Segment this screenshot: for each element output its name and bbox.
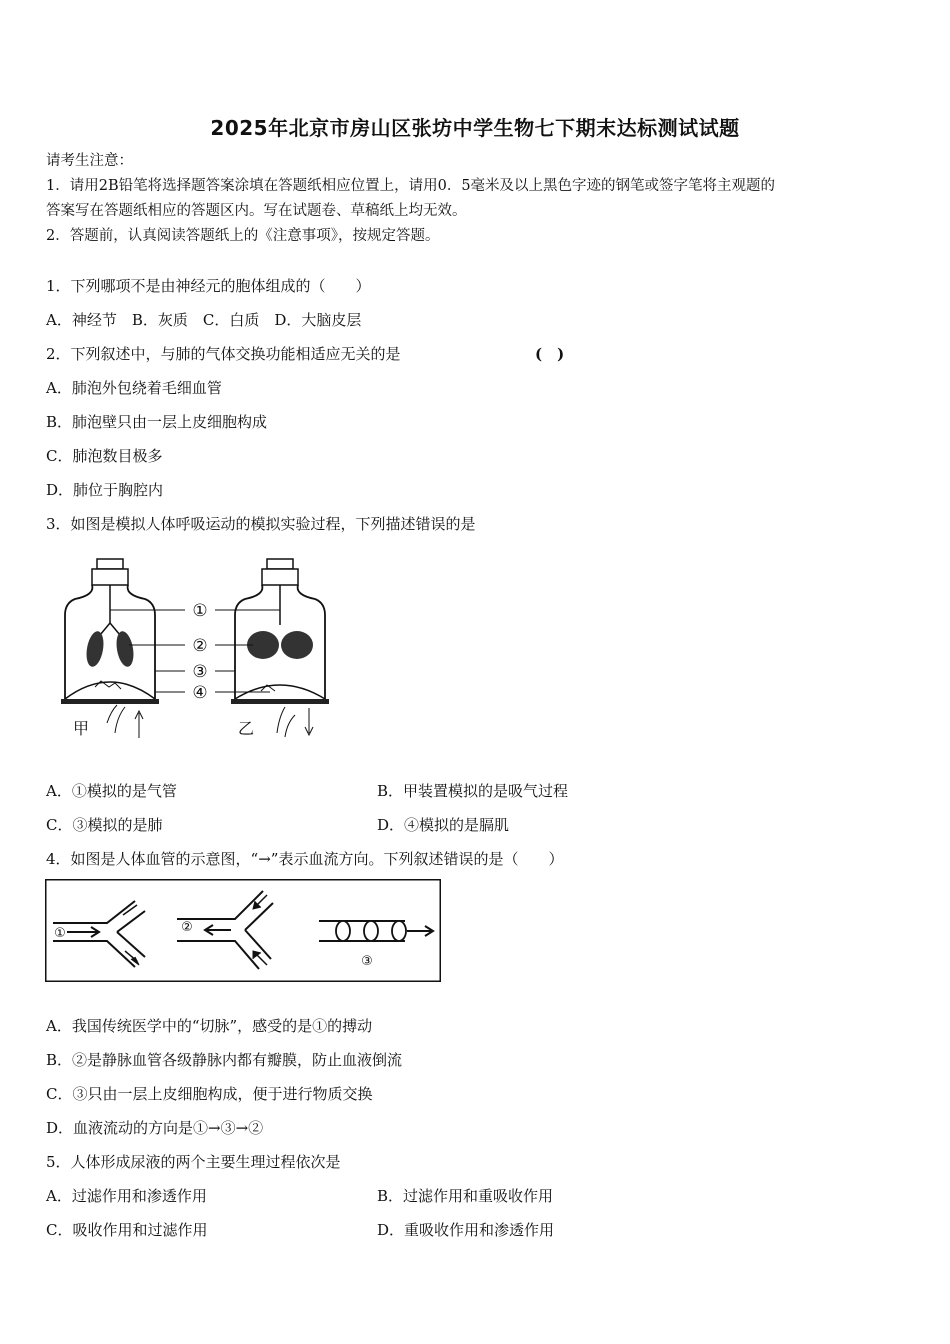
notice-item-1: 1．请用2B铅笔将选择题答案涂填在答题纸相应位置上，请用0．5毫米及以上黑色字迹的钢笔或签字笔将主观题的 [46,178,776,194]
q4-option-d: D．血液流动的方向是①→③→② [46,1119,264,1137]
figure-mark-3: ③ [192,662,208,682]
vessel-mark-1: ① [54,926,66,941]
vessel-mark-2: ② [181,920,193,935]
q2-option-b: B．肺泡壁只由一层上皮细胞构成 [46,413,268,431]
q2-stem: 2．下列叙述中，与肺的气体交换功能相适应无关的是 [46,345,401,363]
jar-left [61,559,159,738]
q5-option-a: A．过滤作用和渗透作用 [46,1187,207,1205]
notice-item-2: 2．答题前，认真阅读答题纸上的《注意事项》，按规定答题。 [46,228,440,244]
notice-item-1-cont: 答案写在答题纸相应的答题区内。写在试题卷、草稿纸上均无效。 [46,203,467,219]
q1-stem: 1．下列哪项不是由神经元的胞体组成的（ ） [46,277,371,295]
vessel-mark-3: ③ [361,954,373,969]
q5-option-d: D．重吸收作用和渗透作用 [377,1221,555,1239]
q3-stem: 3．如图是模拟人体呼吸运动的模拟实验过程，下列描述错误的是 [46,515,476,533]
q2-option-d: D．肺位于胸腔内 [46,481,164,499]
page-title: 2025年北京市房山区张坊中学生物七下期末达标测试试题 [210,116,740,140]
figure-mark-4: ④ [192,683,208,703]
q5-option-c: C．吸收作用和过滤作用 [46,1221,208,1239]
figure-mark-2: ② [192,636,208,656]
notice-heading: 请考生注意： [46,153,133,169]
q5-stem: 5．人体形成尿液的两个主要生理过程依次是 [46,1153,341,1171]
q4-stem: 4．如图是人体血管的示意图，“→”表示血流方向。下列叙述错误的是（ ） [46,850,564,868]
q4-option-a: A．我国传统医学中的“切脉”，感受的是①的搏动 [46,1017,373,1035]
figure-mark-1: ① [192,601,208,621]
q4-option-b: B．②是静脉血管各级静脉内都有瓣膜，防止血液倒流 [46,1051,403,1069]
blood-vessel-figure [45,879,441,982]
figure-label-right: 乙 [238,719,255,738]
jar-right [231,559,329,737]
q2-answer-paren: ( ) [535,345,565,363]
q2-option-c: C．肺泡数目极多 [46,447,163,465]
figure-label-left: 甲 [73,719,90,738]
q2-option-a: A．肺泡外包绕着毛细血管 [46,379,222,397]
q4-option-c: C．③只由一层上皮细胞构成，便于进行物质交换 [46,1085,373,1103]
q3-option-a: A．①模拟的是气管 [46,782,177,800]
q5-option-b: B．过滤作用和重吸收作用 [377,1187,554,1205]
q3-option-d: D．④模拟的是膈肌 [377,816,510,834]
q3-option-b: B．甲装置模拟的是吸气过程 [377,782,569,800]
q3-option-c: C．③模拟的是肺 [46,816,163,834]
q1-options: A．神经节 B．灰质 C．白质 D．大脑皮层 [46,311,362,329]
breathing-model-figure [55,553,345,753]
